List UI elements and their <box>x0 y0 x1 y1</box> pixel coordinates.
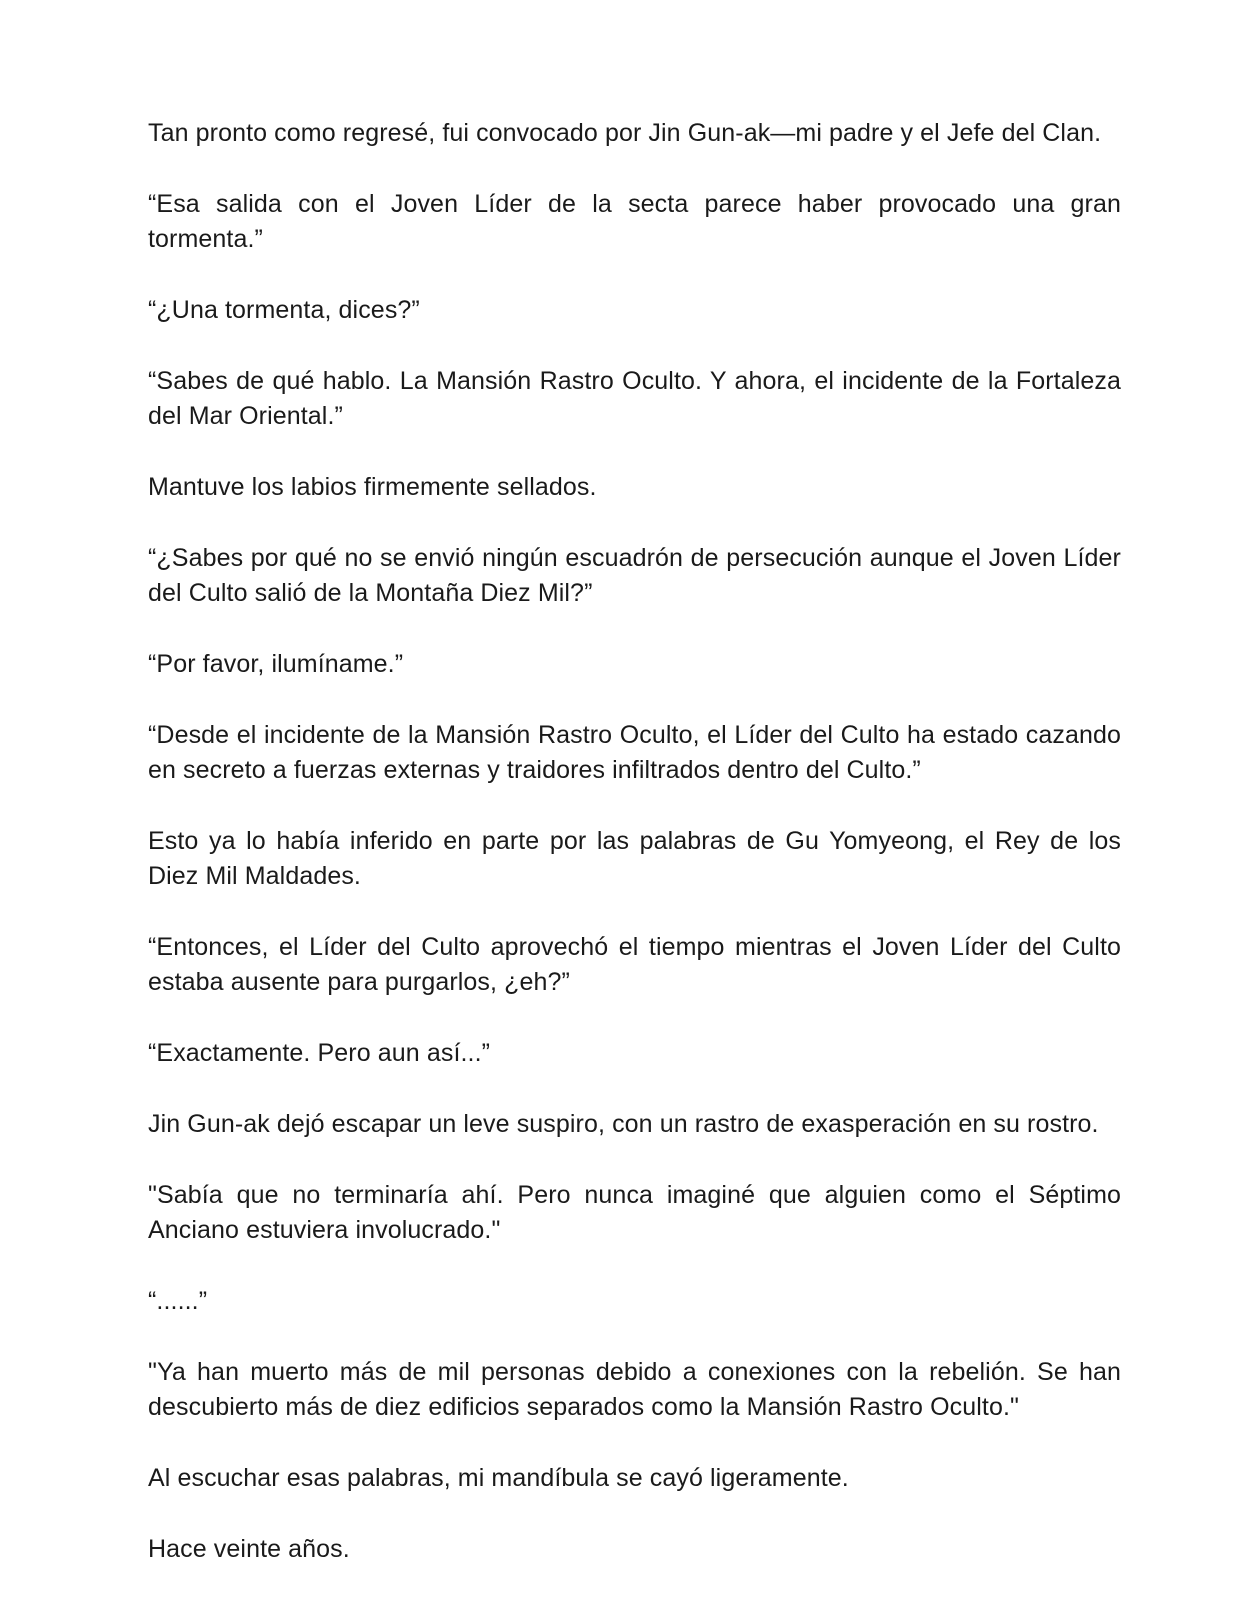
paragraph: Jin Gun-ak dejó escapar un leve suspiro, con un rastro de exasperación en su rostro. <box>148 1110 1099 1138</box>
paragraph: “¿Una tormenta, dices?” <box>148 296 420 324</box>
paragraph: “¿Sabes por qué no se envió ningún escuadrón de persecución aunque el Joven Líder del Culto salió de la Montaña Diez Mil?” <box>148 544 1121 607</box>
paragraph: Al escuchar esas palabras, mi mandíbula se cayó ligeramente. <box>148 1464 849 1492</box>
paragraph: "Sabía que no terminaría ahí. Pero nunca imaginé que alguien como el Séptimo Anciano estuviera involucrado." <box>148 1181 1121 1244</box>
paragraph: “Entonces, el Líder del Culto aprovechó el tiempo mientras el Joven Líder del Culto estaba ausente para purgarlos, ¿eh?” <box>148 933 1121 996</box>
paragraph: “Esa salida con el Joven Líder de la secta parece haber provocado una gran tormenta.” <box>148 190 1121 253</box>
paragraph: “......” <box>148 1287 208 1315</box>
paragraph: "Ya han muerto más de mil personas debido a conexiones con la rebelión. Se han descubierto más de diez edificios separados como la Mansión Rastro Oculto." <box>148 1358 1121 1421</box>
paragraph: “Sabes de qué hablo. La Mansión Rastro Oculto. Y ahora, el incidente de la Fortaleza del Mar Oriental.” <box>148 367 1121 430</box>
paragraph: Hace veinte años. <box>148 1535 350 1563</box>
paragraph: “Exactamente. Pero aun así...” <box>148 1039 491 1067</box>
paragraph: Tan pronto como regresé, fui convocado por Jin Gun-ak—mi padre y el Jefe del Clan. <box>148 119 1102 147</box>
paragraph: Esto ya lo había inferido en parte por las palabras de Gu Yomyeong, el Rey de los Diez Mil Maldades. <box>148 827 1121 890</box>
paragraph: “Desde el incidente de la Mansión Rastro Oculto, el Líder del Culto ha estado cazando en secreto a fuerzas externas y traidores infiltrados dentro del Culto.” <box>148 721 1121 784</box>
document-body <box>148 116 1121 1603</box>
paragraph: Mantuve los labios firmemente sellados. <box>148 473 597 501</box>
paragraph: “Por favor, ilumíname.” <box>148 650 404 678</box>
